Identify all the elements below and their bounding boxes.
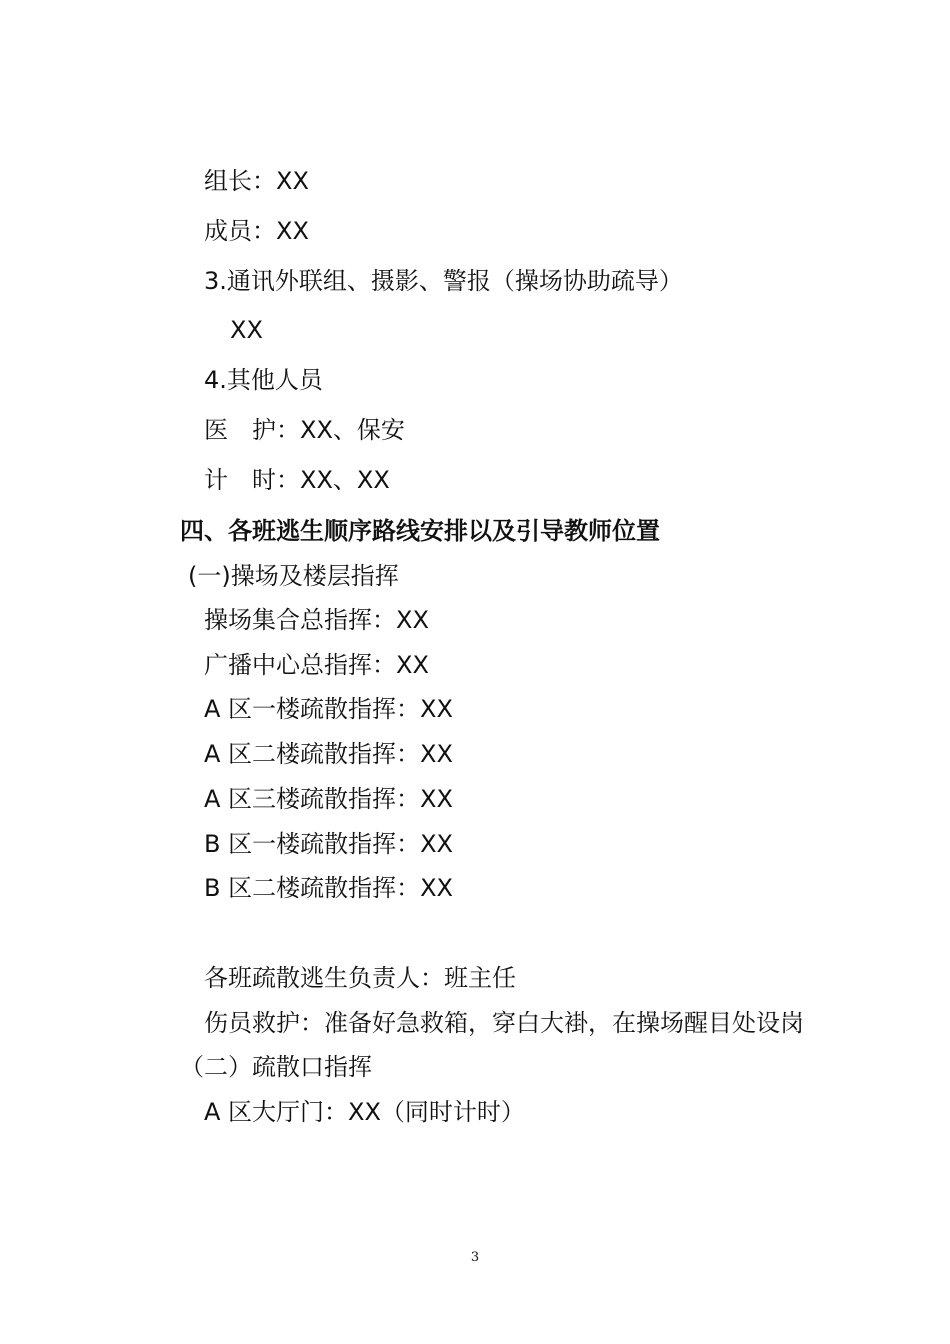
text-line-communication-members: XX <box>230 316 263 344</box>
text-line-playground-commander: 操场集合总指挥：XX <box>204 606 429 634</box>
text-line-zone-a-floor-3: A 区三楼疏散指挥：XX <box>204 785 453 813</box>
text-line-class-evacuation-lead: 各班疏散逃生负责人：班主任 <box>204 964 516 992</box>
text-line-zone-a-floor-1: A 区一楼疏散指挥：XX <box>204 695 453 723</box>
text-line-other-staff: 4.其他人员 <box>204 366 323 394</box>
text-line-zone-a-floor-2: A 区二楼疏散指挥：XX <box>204 740 453 768</box>
text-line-group-leader: 组长：XX <box>204 167 309 195</box>
text-line-zone-b-floor-1: B 区一楼疏散指挥：XX <box>204 830 453 858</box>
text-line-zone-a-hall-door: A 区大厅门：XX（同时计时） <box>204 1098 525 1126</box>
text-line-medical: 医 护：XX、保安 <box>204 416 405 444</box>
text-line-casualty-care: 伤员救护：准备好急救箱，穿白大褂，在操场醒目处设岗 <box>204 1009 804 1037</box>
text-line-broadcast-commander: 广播中心总指挥：XX <box>204 651 429 679</box>
subsection-heading-one: (一)操场及楼层指挥 <box>188 562 399 590</box>
page-number: 3 <box>470 1250 480 1265</box>
text-line-members: 成员：XX <box>204 217 309 245</box>
text-line-zone-b-floor-2: B 区二楼疏散指挥：XX <box>204 874 453 902</box>
section-heading-four: 四、各班逃生顺序路线安排以及引导教师位置 <box>180 517 660 545</box>
subsection-heading-two: （二）疏散口指挥 <box>180 1053 372 1081</box>
text-line-communication-group: 3.通讯外联组、摄影、警报（操场协助疏导） <box>204 267 683 295</box>
text-line-timekeeping: 计 时：XX、XX <box>204 466 390 494</box>
